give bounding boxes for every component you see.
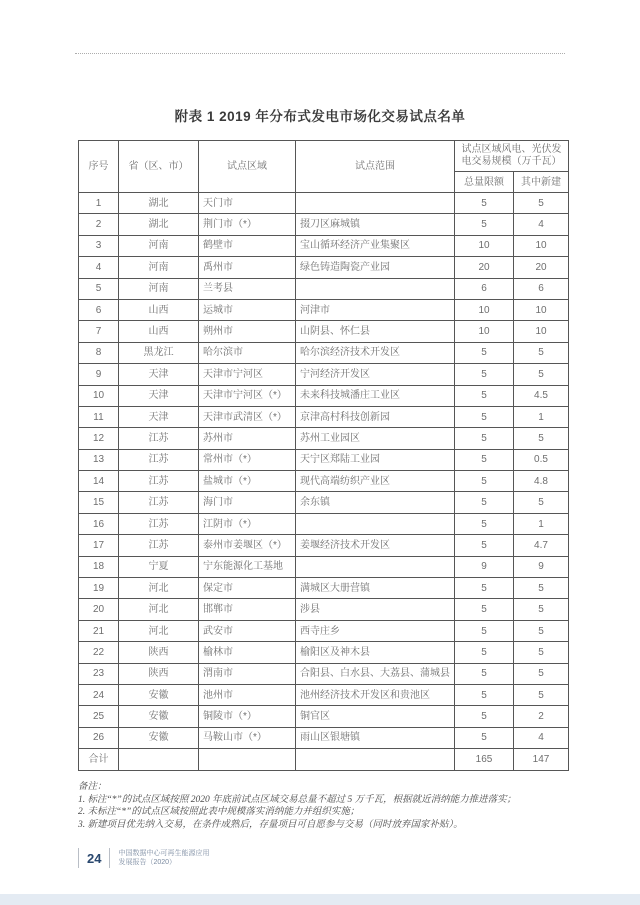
- cell-new-build: 2: [514, 706, 569, 727]
- cell-quota: 5: [455, 663, 514, 684]
- cell-scope: 现代高端纺织产业区: [296, 471, 455, 492]
- table-row: [79, 214, 569, 235]
- cell-new-build: 4: [514, 214, 569, 235]
- footer-doc-title-line2: 发展报告（2020）: [118, 859, 177, 866]
- cell-province: 陕西: [119, 642, 199, 663]
- cell-total-new-build: 147: [514, 749, 569, 770]
- cell-scope: 河津市: [296, 299, 455, 320]
- cell-province: 陕西: [119, 663, 199, 684]
- cell-region: 荆门市（*）: [199, 214, 296, 235]
- cell-province: 山西: [119, 299, 199, 320]
- table-row: [79, 556, 569, 577]
- cell-no: 21: [79, 620, 119, 641]
- cell-new-build: 5: [514, 684, 569, 705]
- cell-quota: 5: [455, 364, 514, 385]
- cell-scope: [296, 193, 455, 214]
- note-item: 2. 未标注“*”的试点区域按照此表中规模落实消纳能力并组织实施；: [78, 807, 360, 817]
- cell-region: 哈尔滨市: [199, 342, 296, 363]
- notes-label: 备注：: [78, 782, 107, 792]
- cell-province: 山西: [119, 321, 199, 342]
- cell-quota: 5: [455, 385, 514, 406]
- cell-quota: 5: [455, 492, 514, 513]
- cell-province: 天津: [119, 406, 199, 427]
- table-row: [79, 449, 569, 470]
- cell-province: 江苏: [119, 492, 199, 513]
- cell-scope: 掇刀区麻城镇: [296, 214, 455, 235]
- cell-province: 黑龙江: [119, 342, 199, 363]
- page-footer: [78, 848, 209, 868]
- cell-new-build: 5: [514, 642, 569, 663]
- cell-province: 河北: [119, 578, 199, 599]
- cell-no: 26: [79, 727, 119, 748]
- table-row: [79, 535, 569, 556]
- cell-region: 天津市宁河区（*）: [199, 385, 296, 406]
- cell-quota: 5: [455, 449, 514, 470]
- cell-scope: 天宁区郑陆工业园: [296, 449, 455, 470]
- cell-province: 安徽: [119, 684, 199, 705]
- cell-new-build: 5: [514, 364, 569, 385]
- table-row: [79, 385, 569, 406]
- cell-new-build: 10: [514, 235, 569, 256]
- cell-new-build: 4.8: [514, 471, 569, 492]
- cell-quota: 9: [455, 556, 514, 577]
- cell-quota: 5: [455, 599, 514, 620]
- top-dotted-divider: [75, 53, 565, 54]
- cell-region: 马鞍山市（*）: [199, 727, 296, 748]
- cell-province: 河北: [119, 599, 199, 620]
- header-scale-group: 试点区域风电、光伏发电交易规模（万千瓦）: [455, 141, 569, 172]
- cell-scope: 哈尔滨经济技术开发区: [296, 342, 455, 363]
- cell-region: 天津市武清区（*）: [199, 406, 296, 427]
- cell-scope: 山阴县、怀仁县: [296, 321, 455, 342]
- table-row: [79, 599, 569, 620]
- cell-new-build: 4.7: [514, 535, 569, 556]
- header-quota: 总量限额: [455, 172, 514, 193]
- cell-quota: 20: [455, 257, 514, 278]
- header-no: 序号: [79, 141, 119, 193]
- cell-no: 15: [79, 492, 119, 513]
- cell-new-build: 4.5: [514, 385, 569, 406]
- cell-scope: 姜堰经济技术开发区: [296, 535, 455, 556]
- cell-quota: 5: [455, 193, 514, 214]
- table-row: [79, 299, 569, 320]
- cell-no: 12: [79, 428, 119, 449]
- cell-no: 25: [79, 706, 119, 727]
- cell-province: 江苏: [119, 513, 199, 534]
- table-row: [79, 727, 569, 748]
- cell-no: 7: [79, 321, 119, 342]
- cell-empty: [296, 749, 455, 770]
- cell-quota: 5: [455, 471, 514, 492]
- cell-quota: 5: [455, 684, 514, 705]
- cell-scope: 苏州工业园区: [296, 428, 455, 449]
- table-row: [79, 321, 569, 342]
- cell-new-build: 20: [514, 257, 569, 278]
- cell-province: 江苏: [119, 449, 199, 470]
- note-item: 3. 新建项目优先纳入交易，在条件成熟后，存量项目可自愿参与交易（同时放弃国家补贴）。: [78, 819, 463, 830]
- table-row: [79, 428, 569, 449]
- cell-region: 武安市: [199, 620, 296, 641]
- table-header: [79, 141, 569, 193]
- cell-scope: [296, 513, 455, 534]
- cell-quota: 5: [455, 578, 514, 599]
- cell-province: 天津: [119, 385, 199, 406]
- cell-quota: 5: [455, 214, 514, 235]
- cell-no: 20: [79, 599, 119, 620]
- cell-region: 池州市: [199, 684, 296, 705]
- cell-no: 4: [79, 257, 119, 278]
- cell-province: 湖北: [119, 193, 199, 214]
- cell-new-build: 1: [514, 513, 569, 534]
- cell-no: 22: [79, 642, 119, 663]
- page-bottom-strip: [0, 894, 640, 905]
- table-row: [79, 406, 569, 427]
- cell-quota: 5: [455, 727, 514, 748]
- table-row: [79, 471, 569, 492]
- cell-new-build: 5: [514, 193, 569, 214]
- cell-no: 1: [79, 193, 119, 214]
- table-row: [79, 278, 569, 299]
- cell-province: 湖北: [119, 214, 199, 235]
- cell-scope: [296, 278, 455, 299]
- cell-no: 9: [79, 364, 119, 385]
- cell-region: 苏州市: [199, 428, 296, 449]
- header-region: 试点区域: [199, 141, 296, 193]
- cell-quota: 5: [455, 535, 514, 556]
- cell-province: 河南: [119, 235, 199, 256]
- table-title: 附表 1 2019 年分布式发电市场化交易试点名单: [174, 109, 466, 124]
- cell-province: 河南: [119, 278, 199, 299]
- cell-province: 江苏: [119, 471, 199, 492]
- header-scope: 试点范围: [296, 141, 455, 193]
- cell-province: 安徽: [119, 727, 199, 748]
- cell-new-build: 10: [514, 321, 569, 342]
- table-row: [79, 492, 569, 513]
- cell-new-build: 1: [514, 406, 569, 427]
- cell-region: 渭南市: [199, 663, 296, 684]
- cell-no: 24: [79, 684, 119, 705]
- cell-no: 23: [79, 663, 119, 684]
- cell-region: 江阴市（*）: [199, 513, 296, 534]
- table-row: [79, 513, 569, 534]
- cell-empty: [199, 749, 296, 770]
- page-number: 24: [87, 850, 102, 866]
- header-new-build: 其中新建: [514, 172, 569, 193]
- cell-scope: 池州经济技术开发区和贵池区: [296, 684, 455, 705]
- cell-quota: 10: [455, 235, 514, 256]
- cell-scope: 西寺庄乡: [296, 620, 455, 641]
- cell-new-build: 9: [514, 556, 569, 577]
- cell-scope: 合阳县、白水县、大荔县、蒲城县: [296, 663, 455, 684]
- cell-quota: 5: [455, 706, 514, 727]
- cell-no: 8: [79, 342, 119, 363]
- cell-scope: 京津高村科技创新园: [296, 406, 455, 427]
- cell-province: 河南: [119, 257, 199, 278]
- cell-scope: 宁河经济开发区: [296, 364, 455, 385]
- cell-scope: 涉县: [296, 599, 455, 620]
- cell-quota: 5: [455, 428, 514, 449]
- cell-region: 盐城市（*）: [199, 471, 296, 492]
- cell-scope: [296, 556, 455, 577]
- cell-new-build: 5: [514, 663, 569, 684]
- cell-scope: 雨山区银塘镇: [296, 727, 455, 748]
- cell-province: 河北: [119, 620, 199, 641]
- footer-doc-title-line1: 中国数据中心可再生能源应用: [118, 850, 210, 857]
- cell-no: 13: [79, 449, 119, 470]
- cell-new-build: 0.5: [514, 449, 569, 470]
- cell-region: 铜陵市（*）: [199, 706, 296, 727]
- cell-scope: 绿色铸造陶瓷产业园: [296, 257, 455, 278]
- cell-scope: 宝山循环经济产业集聚区: [296, 235, 455, 256]
- cell-region: 榆林市: [199, 642, 296, 663]
- table-row: [79, 620, 569, 641]
- cell-quota: 5: [455, 342, 514, 363]
- cell-scope: 满城区大册营镇: [296, 578, 455, 599]
- note-item: 1. 标注“*”的试点区域按照 2020 年底前试点区域交易总量不超过 5 万千瓦，根据就近消纳能力推进落实；: [78, 794, 517, 805]
- cell-scope: 未来科技城潘庄工业区: [296, 385, 455, 406]
- cell-no: 16: [79, 513, 119, 534]
- table-body: [79, 193, 569, 749]
- header-province: 省（区、市）: [119, 141, 199, 193]
- table-row: [79, 193, 569, 214]
- cell-region: 运城市: [199, 299, 296, 320]
- cell-no: 11: [79, 406, 119, 427]
- cell-province: 江苏: [119, 535, 199, 556]
- cell-province: 天津: [119, 364, 199, 385]
- table-row: [79, 257, 569, 278]
- cell-new-build: 4: [514, 727, 569, 748]
- cell-new-build: 5: [514, 599, 569, 620]
- cell-quota: 5: [455, 513, 514, 534]
- cell-new-build: 10: [514, 299, 569, 320]
- cell-province: 江苏: [119, 428, 199, 449]
- cell-no: 3: [79, 235, 119, 256]
- cell-quota: 5: [455, 642, 514, 663]
- cell-no: 10: [79, 385, 119, 406]
- table-row: [79, 663, 569, 684]
- cell-new-build: 5: [514, 342, 569, 363]
- cell-quota: 10: [455, 299, 514, 320]
- cell-new-build: 5: [514, 428, 569, 449]
- cell-no: 2: [79, 214, 119, 235]
- cell-region: 兰考县: [199, 278, 296, 299]
- cell-empty: [119, 749, 199, 770]
- table-row: [79, 684, 569, 705]
- footer-doc-title: [110, 849, 209, 867]
- cell-region: 泰州市姜堰区（*）: [199, 535, 296, 556]
- cell-new-build: 5: [514, 492, 569, 513]
- cell-no: 17: [79, 535, 119, 556]
- table-row: [79, 235, 569, 256]
- cell-no: 19: [79, 578, 119, 599]
- cell-no: 5: [79, 278, 119, 299]
- cell-region: 禹州市: [199, 257, 296, 278]
- cell-region: 邯郸市: [199, 599, 296, 620]
- cell-region: 海门市: [199, 492, 296, 513]
- cell-quota: 5: [455, 620, 514, 641]
- cell-new-build: 6: [514, 278, 569, 299]
- table-row: [79, 342, 569, 363]
- cell-new-build: 5: [514, 620, 569, 641]
- notes-list: [78, 794, 583, 832]
- cell-region: 宁东能源化工基地: [199, 556, 296, 577]
- pilot-table: [78, 140, 569, 771]
- cell-no: 6: [79, 299, 119, 320]
- cell-region: 鹤壁市: [199, 235, 296, 256]
- total-row: [79, 749, 569, 770]
- cell-no: 18: [79, 556, 119, 577]
- cell-scope: 榆阳区及神木县: [296, 642, 455, 663]
- cell-region: 天津市宁河区: [199, 364, 296, 385]
- cell-new-build: 5: [514, 578, 569, 599]
- cell-quota: 6: [455, 278, 514, 299]
- cell-region: 保定市: [199, 578, 296, 599]
- cell-province: 安徽: [119, 706, 199, 727]
- cell-province: 宁夏: [119, 556, 199, 577]
- cell-scope: 余东镇: [296, 492, 455, 513]
- cell-quota: 5: [455, 406, 514, 427]
- cell-region: 常州市（*）: [199, 449, 296, 470]
- cell-region: 朔州市: [199, 321, 296, 342]
- table-row: [79, 578, 569, 599]
- cell-quota: 10: [455, 321, 514, 342]
- cell-no: 14: [79, 471, 119, 492]
- cell-total-quota: 165: [455, 749, 514, 770]
- cell-scope: 铜官区: [296, 706, 455, 727]
- table-row: [79, 642, 569, 663]
- table-row: [79, 706, 569, 727]
- table-row: [79, 364, 569, 385]
- notes-block: [78, 781, 583, 831]
- cell-region: 天门市: [199, 193, 296, 214]
- cell-total-label: 合计: [79, 749, 119, 770]
